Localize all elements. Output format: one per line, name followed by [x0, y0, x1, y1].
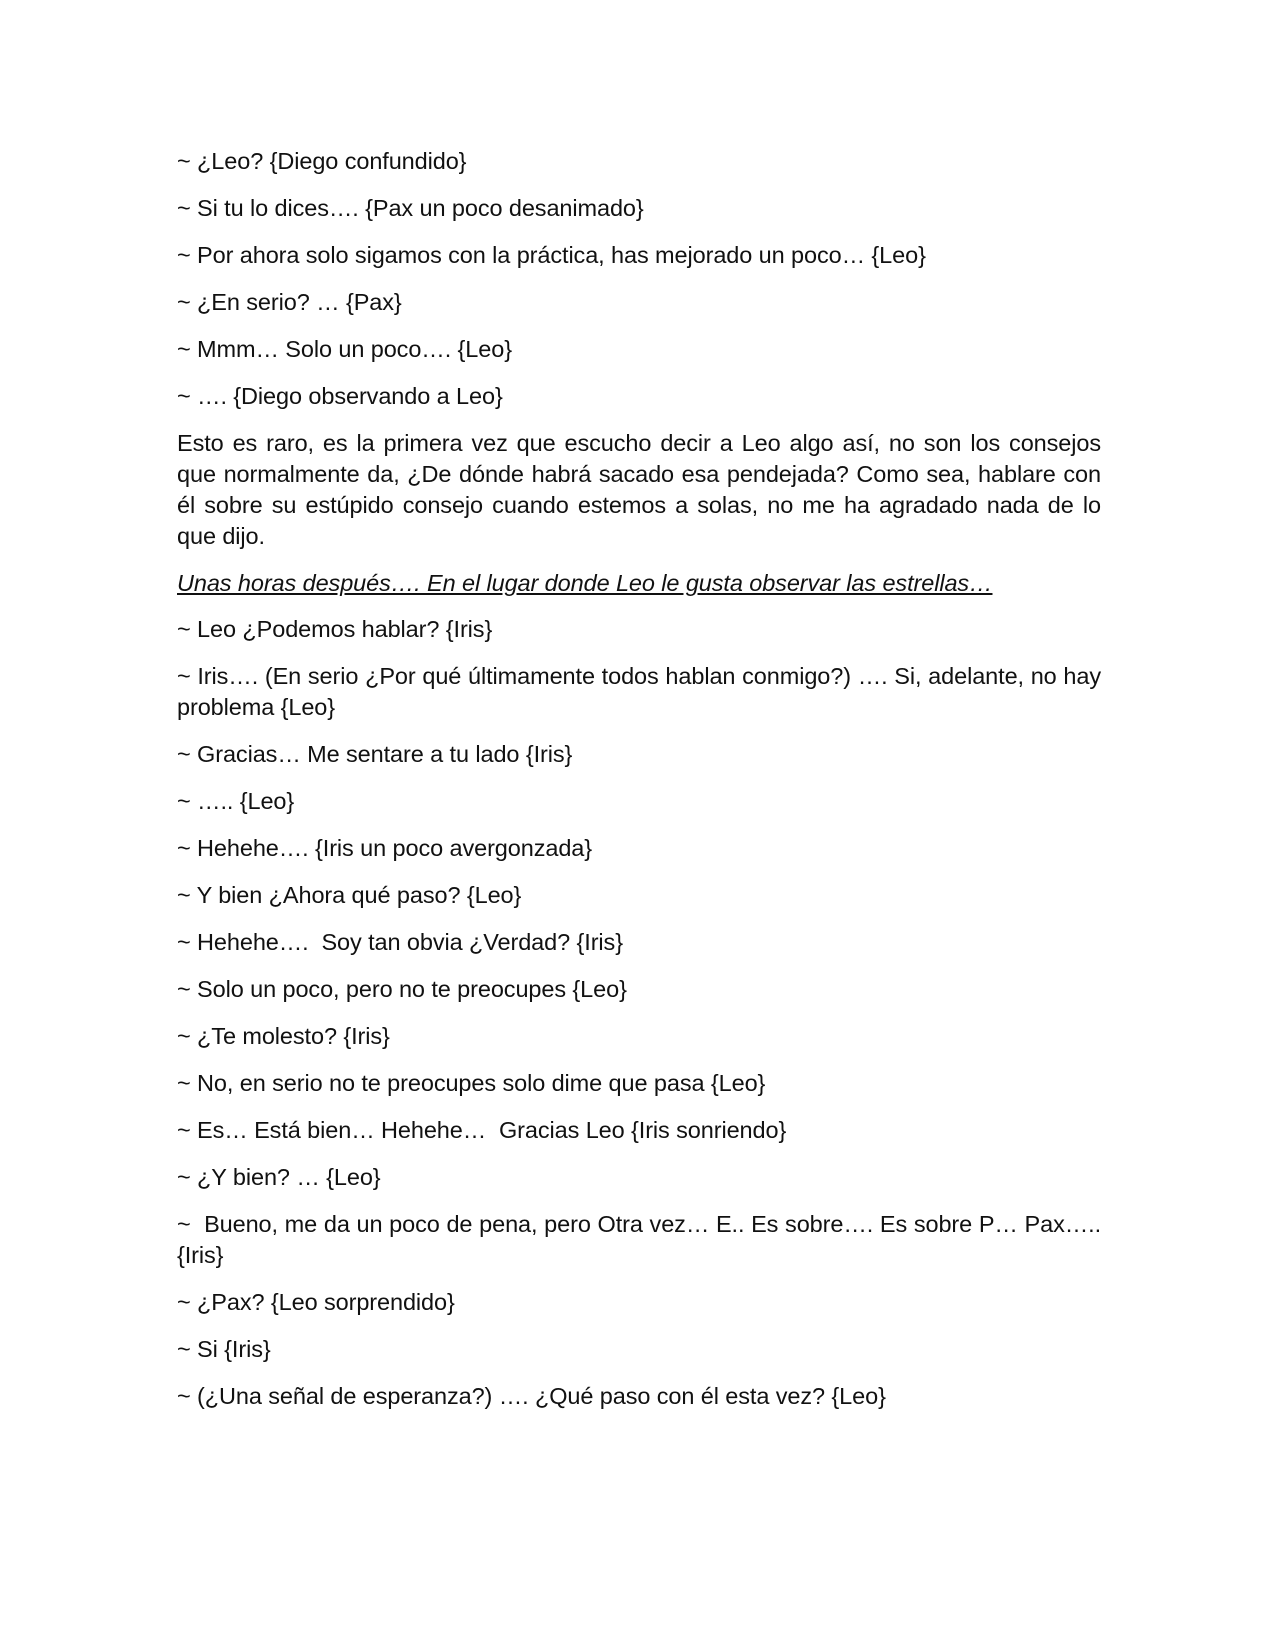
dialogue-line: ~ Si {Iris}	[177, 1336, 271, 1362]
dialogue-line: ~ ….. {Leo}	[177, 788, 295, 814]
dialogue-line: ~ ¿Te molesto? {Iris}	[177, 1023, 390, 1049]
document-body	[177, 146, 1108, 1428]
scene-heading: Unas horas después…. En el lugar donde Leo le gusta observar las estrellas…	[177, 570, 993, 596]
dialogue-line: ~ ¿Y bien? … {Leo}	[177, 1164, 381, 1190]
dialogue-line: ~ Por ahora solo sigamos con la práctica, has mejorado un poco… {Leo}	[177, 242, 926, 268]
dialogue-line: ~ Bueno, me da un poco de pena, pero Otra vez… E.. Es sobre…. Es sobre P… Pax….. {Iris}	[177, 1211, 1108, 1268]
dialogue-line: ~ Hehehe…. Soy tan obvia ¿Verdad? {Iris}	[177, 929, 623, 955]
dialogue-line: ~ Es… Está bien… Hehehe… Gracias Leo {Iris sonriendo}	[177, 1117, 787, 1143]
dialogue-line: ~ (¿Una señal de esperanza?) …. ¿Qué paso con él esta vez? {Leo}	[177, 1383, 886, 1409]
dialogue-line: ~ ¿En serio? … {Pax}	[177, 289, 402, 315]
dialogue-line: ~ Hehehe…. {Iris un poco avergonzada}	[177, 835, 593, 861]
dialogue-line: ~ Solo un poco, pero no te preocupes {Leo}	[177, 976, 627, 1002]
dialogue-line: ~ Iris…. (En serio ¿Por qué últimamente todos hablan conmigo?) …. Si, adelante, no hay problema {Leo}	[177, 663, 1108, 720]
dialogue-line: ~ Mmm… Solo un poco…. {Leo}	[177, 336, 512, 362]
dialogue-line: ~ ¿Pax? {Leo sorprendido}	[177, 1289, 455, 1315]
dialogue-line: ~ ¿Leo? {Diego confundido}	[177, 148, 467, 174]
narration-paragraph: Esto es raro, es la primera vez que escucho decir a Leo algo así, no son los consejos que normalmente da, ¿De dónde habrá sacado esa pendejada? Como sea, hablare con él sobre su estúpido consejo cuando estemos a solas, no me ha agradado nada de lo que dijo.	[177, 430, 1101, 549]
dialogue-line: ~ Gracias… Me sentare a tu lado {Iris}	[177, 741, 573, 767]
dialogue-line: ~ Y bien ¿Ahora qué paso? {Leo}	[177, 882, 522, 908]
dialogue-line: ~ Si tu lo dices…. {Pax un poco desanimado}	[177, 195, 644, 221]
dialogue-line: ~ No, en serio no te preocupes solo dime que pasa {Leo}	[177, 1070, 766, 1096]
dialogue-line: ~ …. {Diego observando a Leo}	[177, 383, 503, 409]
dialogue-line: ~ Leo ¿Podemos hablar? {Iris}	[177, 616, 493, 642]
